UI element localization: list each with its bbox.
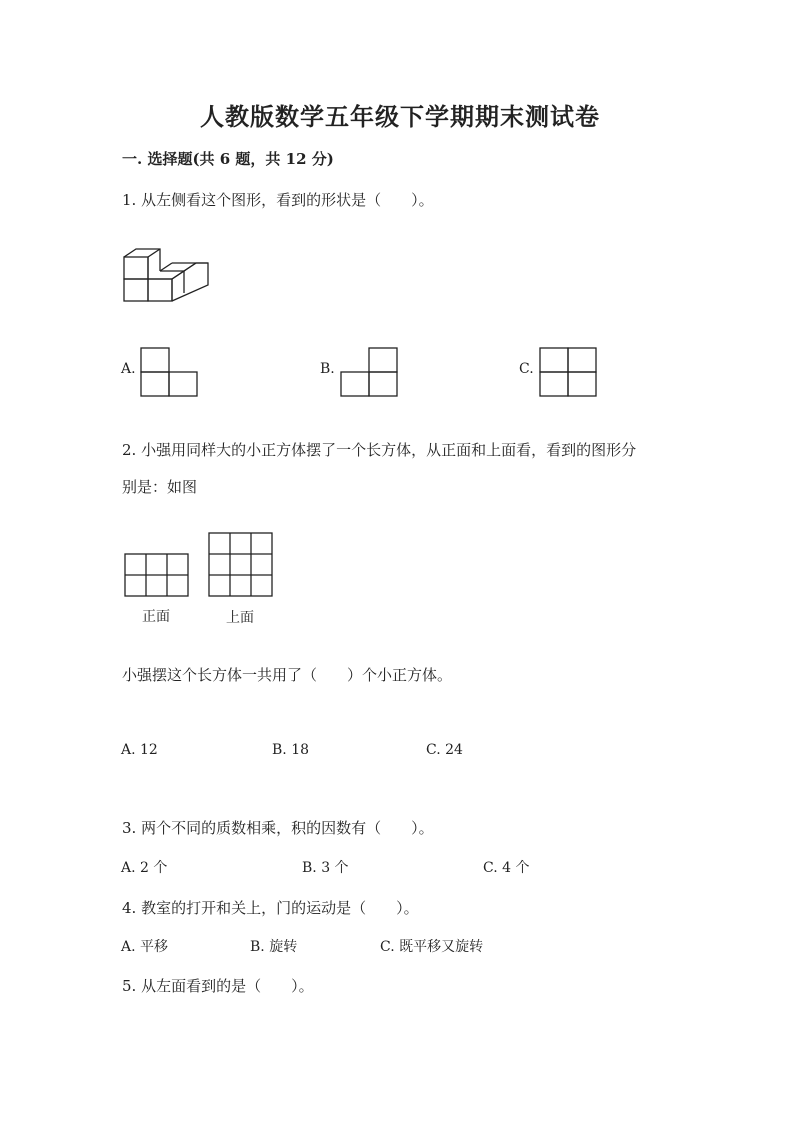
question-4-option-c[interactable]: C. 既平移又旋转 xyxy=(380,939,484,955)
question-2-stem-line-2: 别是：如图 xyxy=(122,478,198,496)
question-2-option-a[interactable]: A. 12 xyxy=(121,742,158,758)
question-2-front-label: 正面 xyxy=(142,609,170,625)
cube-face xyxy=(124,257,148,279)
question-1-option-c[interactable]: C. xyxy=(519,361,534,377)
page-title: 人教版数学五年级下学期期末测试卷 xyxy=(200,102,600,131)
question-1-option-a[interactable]: A. xyxy=(121,361,136,377)
section-heading: 一. 选择题(共 6 题，共 12 分) xyxy=(122,150,334,168)
question-1-stem: 1. 从左侧看这个图形，看到的形状是（ ）。 xyxy=(122,191,434,209)
question-2-follow-up: 小强摆这个长方体一共用了（ ）个小正方体。 xyxy=(122,666,453,684)
question-1-3d-figure xyxy=(124,245,214,305)
cube-face xyxy=(148,279,172,301)
question-3-option-c[interactable]: C. 4 个 xyxy=(483,860,530,876)
question-2-top-view-figure xyxy=(209,533,273,599)
question-1-option-c-figure xyxy=(540,348,600,398)
question-2-front-view-figure xyxy=(125,554,190,598)
question-3-option-b[interactable]: B. 3 个 xyxy=(302,860,349,876)
question-1-option-b[interactable]: B. xyxy=(320,361,335,377)
question-1-option-a-figure xyxy=(141,348,201,398)
question-2-top-label: 上面 xyxy=(226,610,254,626)
question-4-stem: 4. 教室的打开和关上，门的运动是（ ）。 xyxy=(122,899,419,917)
question-2-option-c[interactable]: C. 24 xyxy=(426,742,463,758)
cube-face xyxy=(124,279,148,301)
question-2-stem-line-1: 2. 小强用同样大的小正方体摆了一个长方体，从正面和上面看，看到的图形分 xyxy=(122,441,637,459)
question-2-option-b[interactable]: B. 18 xyxy=(272,742,310,758)
question-3-stem: 3. 两个不同的质数相乘，积的因数有（ ）。 xyxy=(122,819,434,837)
question-5-stem: 5. 从左面看到的是（ ）。 xyxy=(122,977,314,995)
question-4-option-a[interactable]: A. 平移 xyxy=(121,939,169,955)
question-4-option-b[interactable]: B. 旋转 xyxy=(250,939,298,955)
question-3-option-a[interactable]: A. 2 个 xyxy=(121,860,168,876)
question-1-option-b-figure xyxy=(341,348,401,398)
